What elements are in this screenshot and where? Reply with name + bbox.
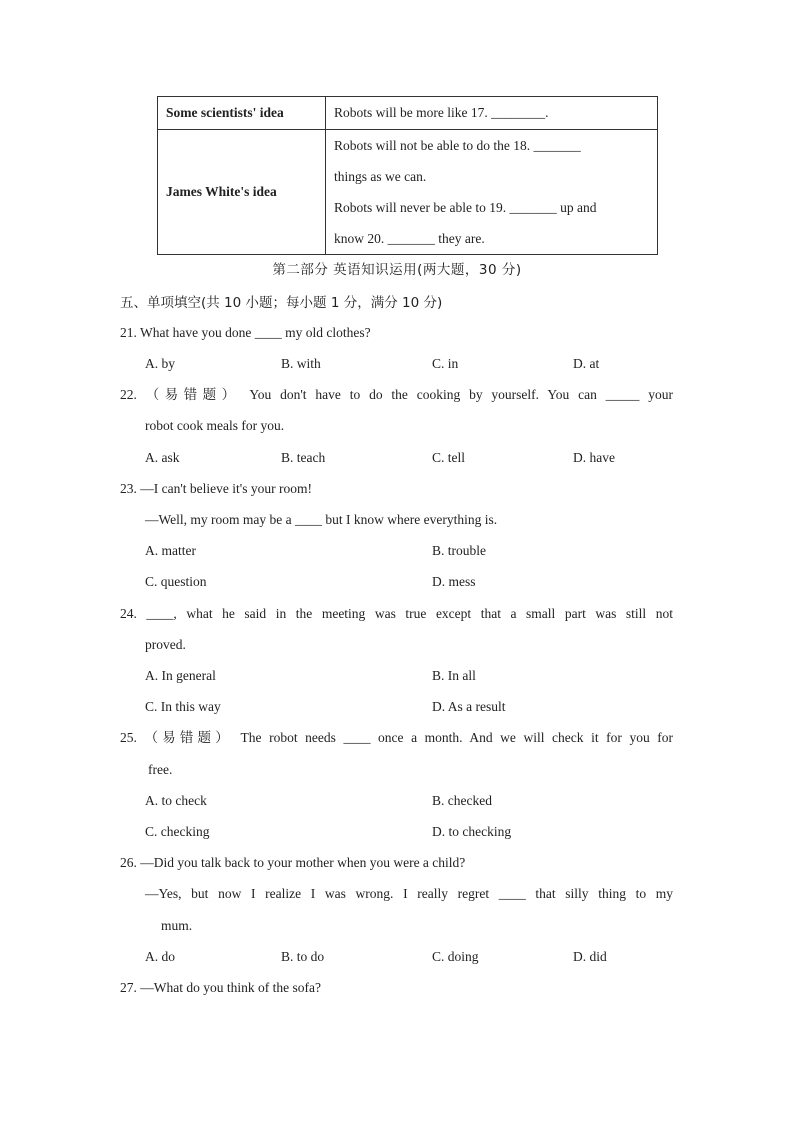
option-b: B. trouble bbox=[432, 543, 486, 558]
question-continuation: —Well, my room may be a ____ but I know where everything is. bbox=[145, 512, 498, 527]
question-21: 21. What have you done ____ my old clothes? bbox=[120, 325, 371, 340]
option-d: D. mess bbox=[432, 574, 476, 589]
question-continuation: —Yes, but now I realize I was wrong. I really regret ____ that silly thing to my bbox=[145, 886, 673, 901]
question-number: 25. bbox=[120, 730, 137, 745]
option-d: D. did bbox=[573, 949, 607, 964]
option-a: A. by bbox=[145, 356, 175, 371]
option-c: C. question bbox=[145, 574, 207, 589]
table-value-cell: Robots will be more like 17. ________. bbox=[326, 97, 658, 130]
option-c: C. tell bbox=[432, 450, 465, 465]
option-b: B. In all bbox=[432, 668, 476, 683]
part-heading: 第二部分 英语知识运用(两大题，30 分) bbox=[272, 262, 522, 278]
table-line: Robots will never be able to 19. _______ up and bbox=[334, 200, 597, 215]
question-23: 23. —I can't believe it's your room! bbox=[120, 481, 312, 496]
question-24: 24. ____, what he said in the meeting was true except that a small part was still not bbox=[120, 606, 673, 621]
question-continuation: robot cook meals for you. bbox=[145, 418, 285, 433]
option-c: C. doing bbox=[432, 949, 479, 964]
option-a: A. do bbox=[145, 949, 175, 964]
table-row bbox=[158, 97, 658, 130]
option-d: D. have bbox=[573, 450, 615, 465]
option-c: C. checking bbox=[145, 824, 210, 839]
question-25 bbox=[120, 722, 673, 754]
option-d: D. to checking bbox=[432, 824, 512, 839]
question-text: The robot needs ____ once a month. And we will check it for you for bbox=[240, 730, 674, 745]
option-d: D. at bbox=[573, 356, 600, 371]
question-27: 27. —What do you think of the sofa? bbox=[120, 980, 321, 995]
option-a: A. In general bbox=[145, 668, 216, 683]
table-line: know 20. _______ they are. bbox=[334, 231, 485, 246]
error-prone-tag: （易错题） bbox=[144, 730, 233, 746]
question-continuation: free. bbox=[148, 762, 173, 777]
option-b: B. to do bbox=[281, 949, 325, 964]
question-text: You don't have to do the cooking by yourself. You can _____ your bbox=[249, 387, 674, 402]
reading-answer-table bbox=[157, 96, 658, 255]
option-a: A. ask bbox=[145, 450, 180, 465]
question-22 bbox=[120, 379, 673, 411]
question-continuation: mum. bbox=[161, 918, 193, 933]
option-b: B. with bbox=[281, 356, 321, 371]
table-value-cell bbox=[326, 130, 658, 255]
option-d: D. As a result bbox=[432, 699, 506, 714]
option-a: A. matter bbox=[145, 543, 196, 558]
question-number: 22. bbox=[120, 387, 137, 402]
table-line: things as we can. bbox=[334, 169, 427, 184]
table-row bbox=[158, 130, 658, 255]
question-26: 26. —Did you talk back to your mother when you were a child? bbox=[120, 855, 466, 870]
option-b: B. teach bbox=[281, 450, 326, 465]
option-c: C. In this way bbox=[145, 699, 221, 714]
table-key-cell: Some scientists' idea bbox=[158, 97, 326, 130]
option-c: C. in bbox=[432, 356, 459, 371]
option-b: B. checked bbox=[432, 793, 492, 808]
table-key-cell: James White's idea bbox=[158, 130, 326, 255]
option-a: A. to check bbox=[145, 793, 207, 808]
section-title: 五、单项填空(共 10 小题；每小题 1 分，满分 10 分) bbox=[120, 295, 443, 311]
question-continuation: proved. bbox=[145, 637, 186, 652]
error-prone-tag: （易错题） bbox=[145, 387, 241, 403]
table-line: Robots will not be able to do the 18. _______ bbox=[334, 138, 581, 153]
